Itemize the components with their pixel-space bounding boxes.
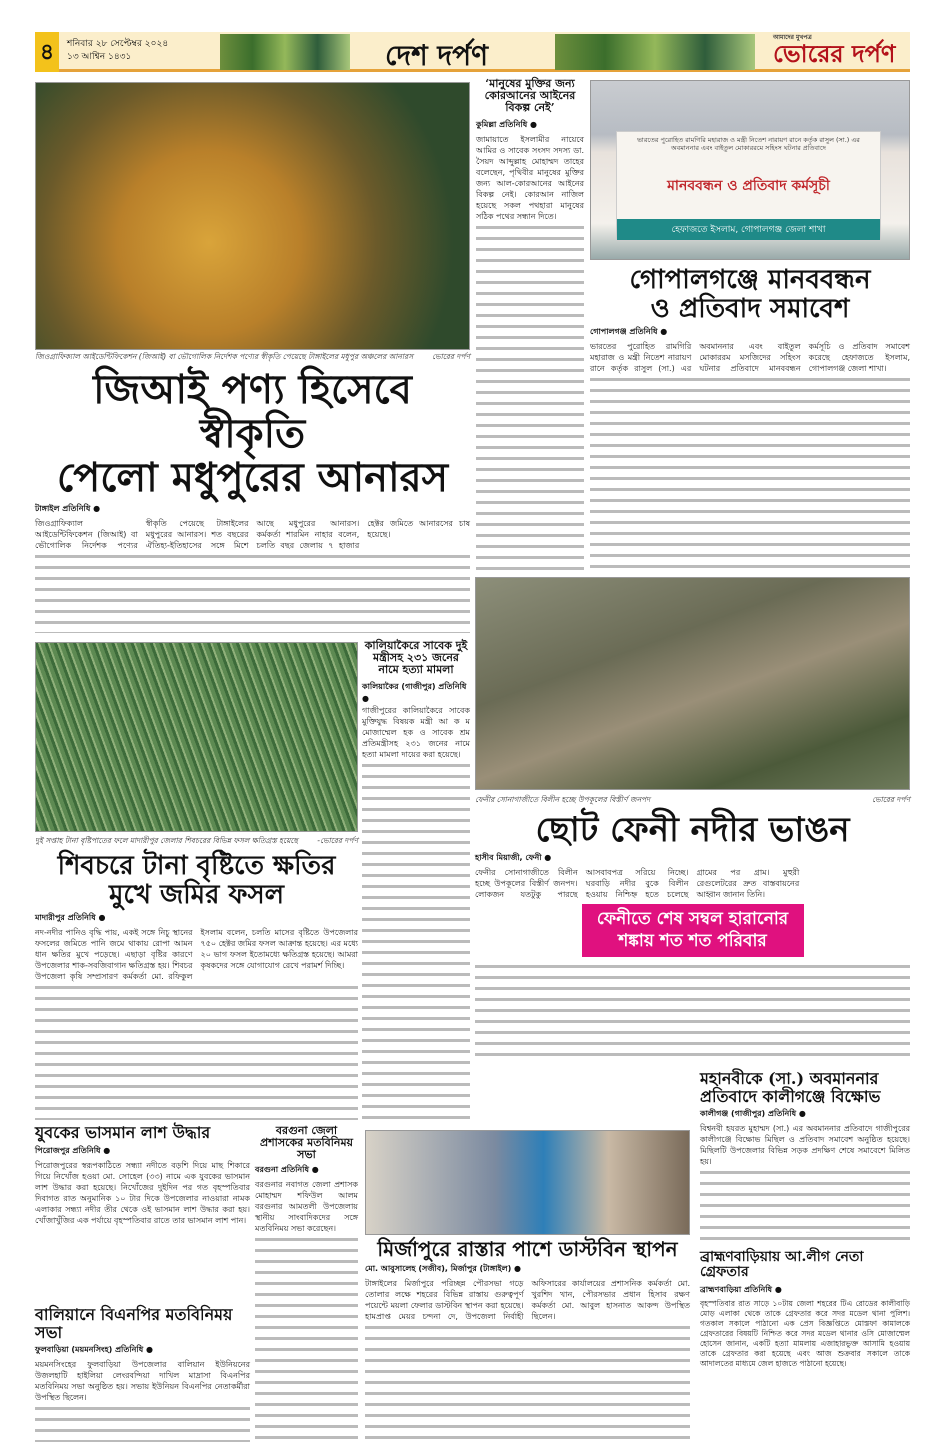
byline: কালীগঞ্জ (গাজীপুর) প্রতিনিধি ● <box>700 1109 806 1119</box>
byline: পিরোজপুর প্রতিনিধি ● <box>35 1145 111 1155</box>
caption-text: দুই সপ্তাহ টানা বৃষ্টিপাতের ফলে মাদারীপুর জেলার শিবচরের বিভিন্ন ফসল ক্ষতিগ্রস্ত হয়েছে <box>35 836 298 845</box>
headline-line: শিবচরে টানা বৃষ্টিতে ক্ষতির <box>57 851 336 881</box>
article-kaliganj <box>700 1070 910 1242</box>
headline: বালিয়ানে বিএনপির মতবিনিময় সভা <box>35 1305 233 1342</box>
byline: বরগুনা প্রতিনিধি ● <box>255 1165 319 1175</box>
body-text: জিওগ্রাফিক্যাল আইডেন্টিফিকেশন (জিআই) বা ভৌগোলিক নির্দেশক পণ্যের স্বীকৃতি পেয়েছে টাঙ্গাইলের মধুপুরের আনারস। শত বছরের ঐতিহ্য-ইতিহাসের সঙ্গে মিশে আছে মধুপুরের আনারস। কর্মকর্তা শারমিন নাহার বলেন, চলতি বছর জেলায় ৭ হাজার হেক্টর জমিতে আনারসের চাষ হয়েছে। <box>35 519 470 550</box>
callout-box: ফেনীতে শেষ সম্বল হারানোর শঙ্কায় শত শত পরিবার <box>582 904 804 957</box>
headline: বরগুনা জেলা প্রশাসকের মতবিনিময় সভা <box>259 1124 354 1162</box>
logo-tagline: আমাদের মুখপত্র <box>773 34 812 41</box>
header-photo-strip-left <box>220 34 350 70</box>
body-text-continued <box>365 1322 690 1442</box>
body-text: জামায়াতে ইসলামীর নায়েবে আমির ও সাবেক সংসদ সদস্য ডা. সৈয়দ আব্দুল্লাহ মোহাম্মদ তাহের বলেছেন, পৃথিবীর মানুষের মুক্তির জন্য আল-কোরআনের আইনের বিকল্প নেই। কোরআন নাজিল হয়েছে সকল পথহারা মানুষের সঠিক পথের সন্ধান দিতে। <box>476 135 584 222</box>
headline: কালিয়াকৈরে সাবেক দুই মন্ত্রীসহ ২৩১ জনের নামে হত্যা মামলা <box>364 639 468 677</box>
photo-caption <box>35 352 470 364</box>
headline-line: মহানবীকে (সা.) অবমাননার <box>700 1069 879 1088</box>
date-bengali: ১৩ আশ্বিন ১৪৩১ <box>67 52 132 62</box>
body-text-continued <box>35 1403 250 1442</box>
masthead <box>35 32 910 72</box>
headline <box>35 368 470 500</box>
byline: ফুলবাড়িয়া (ময়মনসিংহ) প্রতিনিধি ● <box>35 1345 153 1355</box>
article-mirzapur <box>365 1238 690 1442</box>
body-text: ফেনীর সোনাগাজীতে বিলীন হচ্ছে উপকূলের বিস্তীর্ণ জনপদ। লোকজন যতটুকু পারছে আসবাবপত্র সরিয়ে নিচ্ছে। ঘরবাড়ি নদীর বুকে বিলীন হওয়ায় নিশ্চিহ্ন হতে চলেছে গ্রামের পর গ্রাম। মুহুরী রেগুলেটরের দ্রুত বাস্তবায়নের আহ্বান জানান তিনি। <box>475 868 800 900</box>
body-text: বিশ্বনবী হযরত মুহাম্মদ (সা.) এর অবমাননার প্রতিবাদে গাজীপুরের কালীগঞ্জে বিক্ষোভ মিছিল ও প্রতিবাদ সমাবেশ অনুষ্ঠিত হয়েছে। মিছিলটি উপজেলার বিভিন্ন সড়ক প্রদক্ষিণ শেষে সমাবেশে মিলিত হয়। <box>700 1124 910 1167</box>
crop-field-photo <box>35 642 358 832</box>
photo-credit: ভোরের দর্পণ <box>431 352 470 361</box>
headline: মির্জাপুরে রাস্তার পাশে ডাস্টবিন স্থাপন <box>377 1237 678 1261</box>
headline-line: জিআই পণ্য হিসেবে স্বীকৃতি <box>93 366 412 457</box>
body-text-continued <box>255 1234 358 1440</box>
article-brahmanbaria <box>700 1250 910 1445</box>
byline: কালিয়াকৈর (গাজীপুর) প্রতিনিধি ● <box>362 682 467 704</box>
headline-line: মুখে জমির ফসল <box>108 879 285 910</box>
article-feni <box>475 812 910 1062</box>
byline: মো. আবুসালেহ (সজীব), মির্জাপুর (টাঙ্গাইল) ● <box>365 1264 522 1273</box>
caption-text: জিওগ্রাফিক্যাল আইডেন্টিফিকেশন (জিআই) বা ভৌগোলিক নির্দেশক পণ্যের স্বীকৃতি পেয়েছে টাঙ্গাইলের মধুপুর অঞ্চলের আনারস <box>35 352 414 361</box>
issue-date <box>67 38 168 64</box>
photo-credit: ভোরের দর্পণ <box>871 795 910 804</box>
photo-caption <box>475 795 910 807</box>
article-quran <box>476 78 584 570</box>
pineapple-photo <box>35 82 470 350</box>
article-gopalganj <box>590 266 910 570</box>
logo-text: ভোরের দর্পণ <box>773 39 896 68</box>
article-barguna <box>255 1125 358 1440</box>
caption-text: ফেনীর সোনাগাজীতে বিলীন হচ্ছে উপকূলের বিস্তীর্ণ জনপদ <box>475 795 651 804</box>
article-pineapple <box>35 368 470 633</box>
photo-credit: -ভোরের দর্পণ <box>317 836 358 845</box>
byline: হাসীব মিয়াজী, ফেনী ● <box>475 853 552 863</box>
body-text-continued <box>476 222 584 570</box>
headline-line: গোপালগঞ্জে মানববন্ধন <box>629 265 871 295</box>
body-text-continued <box>35 982 358 1120</box>
headline: যুবকের ভাসমান লাশ উদ্ধার <box>35 1123 211 1142</box>
protest-banner <box>616 131 881 241</box>
banner-footer: হেফাজতে ইসলাম, গোপালগঞ্জ জেলা শাখা <box>617 219 880 240</box>
river-erosion-photo <box>475 577 910 790</box>
date-gregorian: শনিবার ২৮ সেপ্টেম্বর ২০২৪ <box>67 39 169 49</box>
headline-line: ও প্রতিবাদ সমাবেশ <box>650 293 850 324</box>
body-text-continued <box>362 760 470 1120</box>
byline: কুমিল্লা প্রতিনিধি ● <box>476 120 537 130</box>
header-photo-strip-right <box>555 34 755 70</box>
body-text: টাঙ্গাইলের মির্জাপুরে পরিচ্ছন্ন পৌরসভা গড়ে তোলার লক্ষে শহরের বিভিন্ন রাস্তায় গুরুত্বপূর্ণ পয়েন্টে ময়লা ফেলার ডাস্টবিন স্থাপন করা হয়েছে। হামপ্রাপ্ত মেয়র চন্দনা দে, উপজেলা নির্বাহী অফিসারের কার্যালয়ের প্রশাসনিক কর্মকর্তা মো. খুরশিদ খান, পৌরসভার প্রধান হিসাব রক্ষণ কর্মকর্তা মো. আবুল হাসনাত আকন্দ উপস্থিত ছিলেন। <box>365 1279 690 1321</box>
banner-text: ভারতের পুরোহিত রামগিরি মহারাজ ও মন্ত্রী নিতেশ নারায়ণ রানে কর্তৃক রাসুল (সা.) এর অবমাননার এবং বাইতুল মোকাররমে সহিংস ঘটনার প্রতিবাদে <box>637 136 860 152</box>
headline: ‘মানুষের মুক্তির জন্য কোরআনের আইনের বিকল্প নেই’ <box>484 77 576 115</box>
photo-caption <box>35 836 358 848</box>
headline <box>700 1070 910 1105</box>
article-baliyan <box>35 1306 250 1442</box>
newspaper-logo <box>773 36 895 76</box>
byline: ব্রাহ্মণবাড়িয়া প্রতিনিধি ● <box>700 1284 782 1294</box>
body-text: নদ-নদীর পানিও বৃদ্ধি পায়, একই সঙ্গে নিচু স্থানের ফসলের জমিতে পানি জমে থাকায় রোপা আমন ধান ক্ষতির মুখে পড়েছে। এছাড়া বৃষ্টির কারণে উপজেলার শাক-সবজিবাগান ক্ষতিগ্রস্ত হয়। শিবচর উপজেলা কৃষি সম্প্রসারণ কর্মকর্তা মো. রফিকুল ইসলাম বলেন, চলতি মাসের বৃষ্টিতে উপজেলার ৭৫০ হেক্টর জমির ফসল আক্রান্ত হয়েছে। এর মধ্যে ২০ ভাগ ফসল ইতোমধ্যে ক্ষতিগ্রস্ত হয়েছে। আমরা কৃষকদের সঙ্গে যোগাযোগ রেখে পরামর্শ দিচ্ছি। <box>35 928 358 982</box>
byline: টাঙ্গাইল প্রতিনিধি ● <box>35 504 101 513</box>
body-text-continued <box>35 551 470 633</box>
body-text: গাজীপুরের কালিয়াকৈরে সাবেক মুক্তিযুদ্ধ বিষয়ক মন্ত্রী আ ক ম মোজাম্মেল হক ও সাবেক শ্রম প্রতিমন্ত্রীসহ ২৩১ জনের নামে হত্যা মামলা দায়ের করা হয়েছে। <box>362 706 470 760</box>
headline <box>35 852 358 909</box>
headline-line: প্রতিবাদে কালীগঞ্জে বিক্ষোভ <box>700 1086 881 1106</box>
byline: গোপালগঞ্জ প্রতিনিধি ● <box>590 327 668 337</box>
page-number: ৪ <box>35 32 59 72</box>
headline: ছোট ফেনী নদীর ভাঙন <box>535 810 850 850</box>
rally-photo <box>590 80 910 260</box>
body-text-continued <box>590 374 910 570</box>
article-youth <box>35 1124 250 1300</box>
dustbin-photo <box>365 1130 690 1235</box>
body-text: বৃহস্পতিবার রাত সাড়ে ১০টায় জেলা শহরের টিএ রোডের কালীবাড়ি মোড় এলাকা থেকে তাকে গ্রেফতার করে সদর মডেল থানা পুলিশ। গতকাল সকালে পাঠানো এক প্রেস বিজ্ঞপ্তিতে মোস্তফা কামালকে গ্রেফতারের বিষয়টি নিশ্চিত করে সদর মডেল থানার ওসি মোজাম্মেল হোসেন জানান, একটি হত্যা মামলায় এজাহারভুক্ত আসামি হওয়ায় তাকে গ্রেফতার করা হয়েছে এবং আজ শুক্রবার সকালে তাকে আদালতের মাধ্যমে জেল হাজতে পাঠানো হয়েছে। <box>700 1298 910 1368</box>
byline: মাদারীপুর প্রতিনিধি ● <box>35 913 106 923</box>
headline <box>590 266 910 323</box>
body-text-continued <box>700 1167 910 1242</box>
article-kaliakoir <box>362 640 470 1120</box>
headline: ব্রাহ্মণবাড়িয়ায় আ.লীগ নেতা গ্রেফতার <box>700 1249 864 1281</box>
body-text-continued <box>475 961 910 1062</box>
body-text: ময়মনসিংহের ফুলবাড়িয়া উপজেলার বালিয়ান ইউনিয়নের উজলহাটি হাইলিয়া লেংরবন্দিয়া দাখিল মাদ্রাসা বিএনপির মতবিনিময় সভা অনুষ্ঠিত হয়। সভায় ইউনিয়ন বিএনপির নেতাকর্মীরা উপস্থিত ছিলেন। <box>35 1360 250 1403</box>
article-shibchar <box>35 852 358 1120</box>
section-title: দেশ দর্পণ <box>385 39 489 72</box>
banner-title: মানববন্ধন ও প্রতিবাদ কর্মসূচী <box>667 177 830 194</box>
body-text: পিরোজপুরের স্বরূপকাঠিতে সন্ধ্যা নদীতে বড়শি দিয়ে মাছ শিকারে গিয়ে নিখোঁজ হওয়া মো. সোহেল (৩৩) নামে এক যুবকের ভাসমান লাশ উদ্ধার করা হয়েছে। নিখোঁজের দুইদিন পর গত বৃহস্পতিবার দিবাগত রাত অনুমানিক ১০ টার দিকে উপজেলার নাওয়ারা নামক এলাকার সন্ধ্যা নদীর তীর থেকে ওই ভাসমান লাশ উদ্ধার করা হয়। খোঁজাখুঁজির এক পর্যায়ে বৃহস্পতিবার রাতে তার ভাসমান লাশ পান। <box>35 1160 250 1225</box>
headline-line: পেলো মধুপুরের আনারস <box>56 454 449 501</box>
body-text: বরগুনার নবাগত জেলা প্রশাসক মোহাম্মদ শফিউল আলম বরগুনার আমতলী উপজেলায় স্থানীয় সাংবাদিকদের সঙ্গে মতবিনিময় সভা করেছেন। <box>255 1180 358 1234</box>
body-text: ভারতের পুরোহিত রামগিরি মহারাজ ও মন্ত্রী নিতেশ নারায়ণ রানে কর্তৃক রাসুল (সা.) এর অবমাননার এবং বাইতুল মোকাররম মসজিদের সহিংস ঘটনার প্রতিবাদে মানববন্ধন কর্মসূচি ও প্রতিবাদ সমাবেশ করেছে হেফাজতে ইসলাম, গোপালগঞ্জ জেলা শাখা। <box>590 342 910 374</box>
